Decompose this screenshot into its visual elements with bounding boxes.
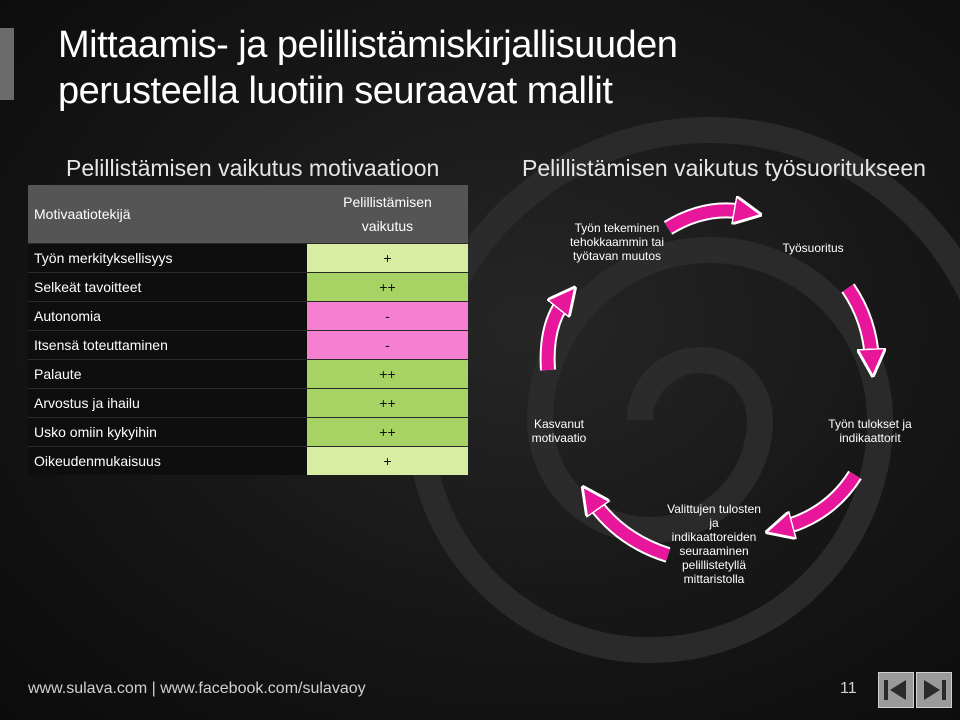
effect-cell: - xyxy=(307,302,468,331)
next-slide-icon xyxy=(920,676,948,704)
previous-slide-button[interactable] xyxy=(878,672,914,708)
factor-cell: Arvostus ja ihailu xyxy=(28,389,307,418)
factor-cell: Usko omiin kykyihin xyxy=(28,418,307,447)
previous-slide-icon xyxy=(882,676,910,704)
cycle-step-motivation: Kasvanut motivaatio xyxy=(531,417,587,445)
effect-cell: - xyxy=(307,331,468,360)
effect-cell: + xyxy=(307,244,468,273)
page-number: 11 xyxy=(840,680,857,697)
cycle-step-tracking: Valittujen tulosten ja indikaattoreiden seuraaminen pelillistetyllä mittaristolla xyxy=(667,502,761,586)
factor-cell: Palaute xyxy=(28,360,307,389)
effect-header-line-1: Pelillistämisen xyxy=(343,194,432,210)
cycle-step-performance: Työsuoritus xyxy=(782,241,844,255)
factor-cell: Työn merkityksellisyys xyxy=(28,244,307,273)
effect-cell: ++ xyxy=(307,360,468,389)
slide-title-line-2: perusteella luotiin seuraavat mallit xyxy=(58,70,613,112)
effect-cell: + xyxy=(307,447,468,476)
cycle-step-results-indicators: Työn tulokset ja indikaattorit xyxy=(828,417,912,445)
factor-cell: Autonomia xyxy=(28,302,307,331)
performance-subtitle: Pelillistämisen vaikutus työsuoritukseen xyxy=(522,155,926,181)
factor-cell: Selkeät tavoitteet xyxy=(28,273,307,302)
effect-header-line-2: vaikutus xyxy=(361,218,414,234)
slide-title-line-1: Mittaamis- ja pelillistämiskirjallisuuden xyxy=(58,24,678,66)
factor-cell: Itsensä toteuttaminen xyxy=(28,331,307,360)
factor-column-header: Motivaatiotekijä xyxy=(28,185,307,244)
effect-cell: ++ xyxy=(307,273,468,302)
cycle-step-work-efficiency: Työn tekeminen tehokkaammin tai työtavan muutos xyxy=(569,221,665,263)
factor-cell: Oikeudenmukaisuus xyxy=(28,447,307,476)
effect-cell: ++ xyxy=(307,389,468,418)
effect-cell: ++ xyxy=(307,418,468,447)
next-slide-button[interactable] xyxy=(916,672,952,708)
footer-links[interactable]: www.sulava.com | www.facebook.com/sulavaoy xyxy=(28,680,366,697)
motivation-subtitle: Pelillistämisen vaikutus motivaatioon xyxy=(66,155,440,181)
